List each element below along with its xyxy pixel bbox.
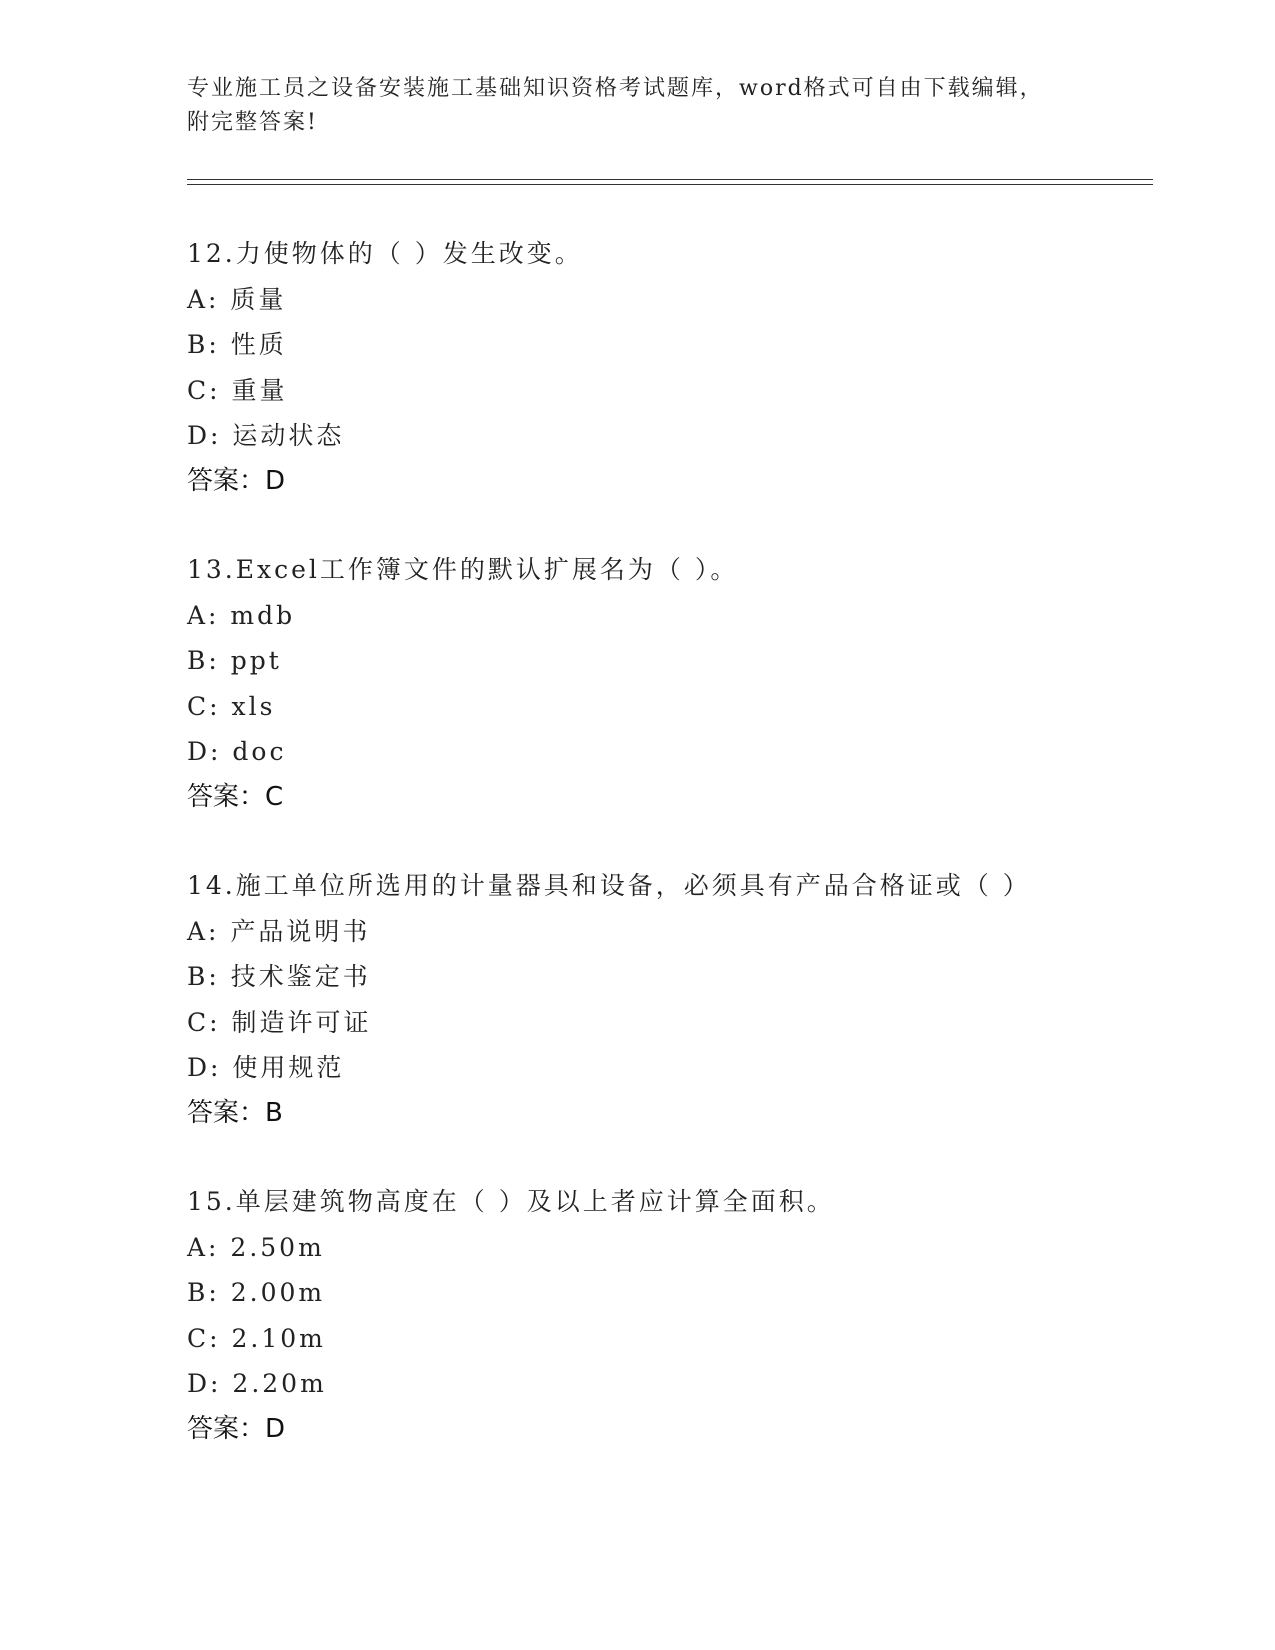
header-divider-top <box>187 179 1153 180</box>
option-d: D: 使用规范 <box>187 1053 345 1082</box>
header-line-1: 专业施工员之设备安装施工基础知识资格考试题库，word格式可自由下载编辑， <box>187 76 1044 101</box>
question-title: 14.施工单位所选用的计量器具和设备，必须具有产品合格证或（ ） <box>187 871 1031 900</box>
option-a: A: mdb <box>187 600 296 630</box>
option-b: B: 技术鉴定书 <box>187 962 371 991</box>
header-line-2: 附完整答案! <box>187 110 318 135</box>
question-14 <box>187 863 1147 1136</box>
question-15 <box>187 1179 1147 1452</box>
option-c: C: xls <box>187 691 276 721</box>
option-d: D: doc <box>187 737 287 766</box>
question-title: 15.单层建筑物高度在（ ）及以上者应计算全面积。 <box>187 1187 835 1216</box>
option-b: B: ppt <box>187 646 282 675</box>
document-header <box>187 72 1067 140</box>
option-d: D: 2.20m <box>187 1369 327 1398</box>
question-title: 12.力使物体的（ ）发生改变。 <box>187 239 583 268</box>
answer-line: 答案：D <box>187 465 286 496</box>
option-b: B: 性质 <box>187 330 287 359</box>
question-12 <box>187 231 1147 504</box>
option-c: C: 2.10m <box>187 1323 326 1353</box>
option-a: A: 产品说明书 <box>187 916 371 946</box>
option-a: A: 2.50m <box>187 1232 325 1262</box>
option-c: C: 重量 <box>187 375 288 405</box>
option-b: B: 2.00m <box>187 1278 326 1307</box>
question-13 <box>187 547 1147 820</box>
option-c: C: 制造许可证 <box>187 1007 372 1037</box>
answer-line: 答案：D <box>187 1413 286 1444</box>
question-title: 13.Excel工作簿文件的默认扩展名为（ ）。 <box>187 555 739 584</box>
option-a: A: 质量 <box>187 284 287 314</box>
answer-line: 答案：B <box>187 1097 283 1128</box>
header-divider-bottom <box>187 184 1153 185</box>
option-d: D: 运动状态 <box>187 421 345 450</box>
answer-line: 答案：C <box>187 781 284 812</box>
